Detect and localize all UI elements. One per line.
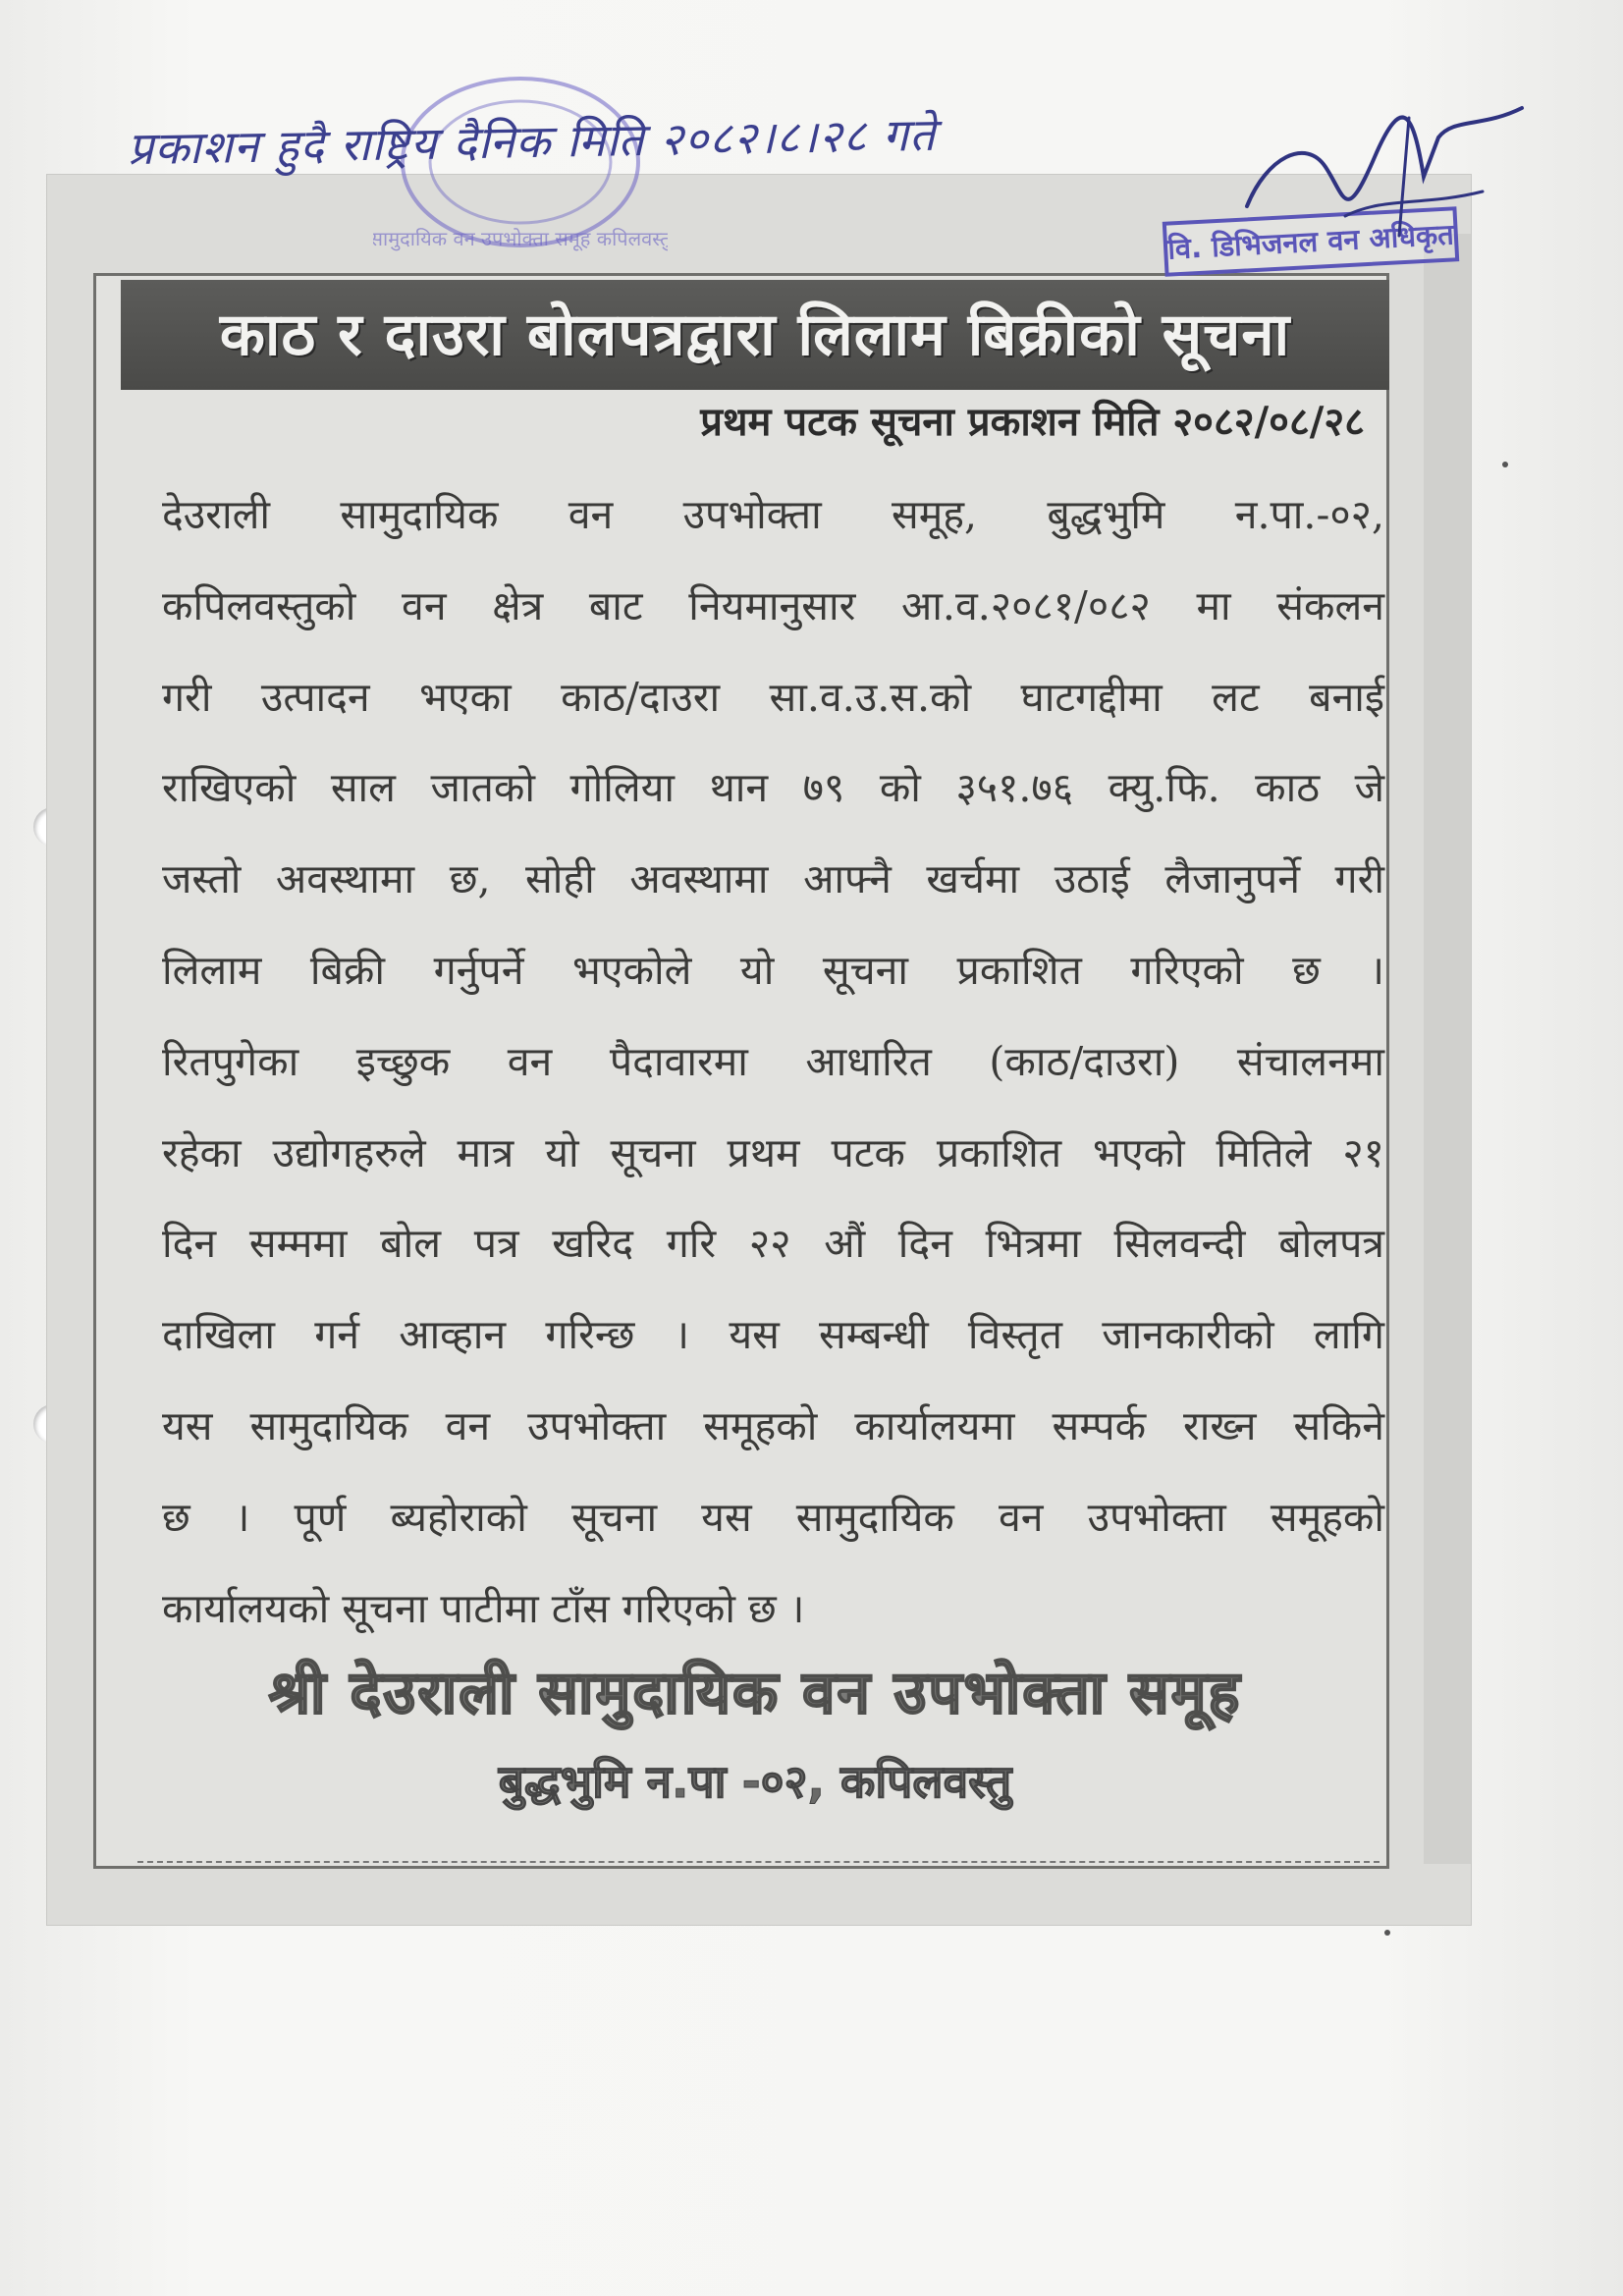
stamp-round-text: सामुदायिक वन उपभोक्ता समूह कपिलवस्तु — [373, 227, 668, 250]
organization-name: श्री देउराली सामुदायिक वन उपभोक्ता समूह — [268, 1659, 1242, 1727]
notice-title: काठ र दाउरा बोलपत्रद्वारा लिलाम बिक्रीको सूचना — [219, 301, 1291, 369]
notice-title-bar — [121, 280, 1389, 390]
clipping-edge — [1424, 234, 1471, 1864]
handwritten-note-text: प्रकाशन हुदै राष्ट्रिय दैनिक मिति २०८२।८।२८ गते — [127, 107, 937, 176]
notice-body — [162, 469, 1384, 1654]
body-line: छ । पूर्ण ब्यहोराको सूचना यस सामुदायिक वन उपभोक्ता समूहको — [162, 1493, 1384, 1541]
speck — [1384, 1930, 1390, 1936]
body-line: कार्यालयको सूचना पाटीमा टाँस गरिएको छ । — [162, 1584, 805, 1632]
body-line: जस्तो अवस्थामा छ, सोही अवस्थामा आफ्नै खर्चमा उठाई लैजानुपर्ने गरी — [162, 855, 1384, 903]
body-line: दिन सम्ममा बोल पत्र खरिद गरि २२ औं दिन भित्रमा सिलवन्दी बोलपत्र — [162, 1220, 1384, 1268]
body-line: दाखिला गर्न आव्हान गरिन्छ । यस सम्बन्धी विस्तृत जानकारीको लागि — [162, 1311, 1384, 1359]
speck — [1502, 462, 1508, 467]
body-line: देउराली सामुदायिक वन उपभोक्ता समूह, बुद्धभुमि न.पा.-०२, — [162, 491, 1384, 538]
first-publication-date: प्रथम पटक सूचना प्रकाशन मिति २०८२/०८/२८ — [700, 399, 1365, 445]
notice-bottom-border — [137, 1861, 1380, 1863]
body-line: गरी उत्पादन भएका काठ/दाउरा सा.व.उ.स.को घाटगद्दीमा लट बनाई — [162, 673, 1384, 721]
body-line: रहेका उद्योगहरुले मात्र यो सूचना प्रथम पटक प्रकाशित भएको मितिले २१ — [162, 1128, 1384, 1176]
body-line: यस सामुदायिक वन उपभोक्ता समूहको कार्यालयमा सम्पर्क राख्न सकिने — [162, 1401, 1384, 1449]
body-line: कपिलवस्तुको वन क्षेत्र बाट नियमानुसार आ.व.२०८१/०८२ मा संकलन — [162, 581, 1384, 629]
organization-address: बुद्धभुमि न.पा -०२, कपिलवस्तु — [498, 1755, 1012, 1808]
body-line: राखिएको साल जातको गोलिया थान ७९ को ३५१.७६ क्यु.फि. काठ जे — [162, 764, 1384, 812]
body-line: लिलाम बिक्री गर्नुपर्ने भएकोले यो सूचना प्रकाशित गरिएको छ । — [162, 946, 1384, 994]
officer-stamp: वि. डिभिजनल वन अधिकृत — [1163, 206, 1460, 277]
body-line: रितपुगेका इच्छुक वन पैदावारमा आधारित (काठ/दाउरा) संचालनमा — [162, 1037, 1384, 1085]
signature — [1227, 98, 1542, 255]
